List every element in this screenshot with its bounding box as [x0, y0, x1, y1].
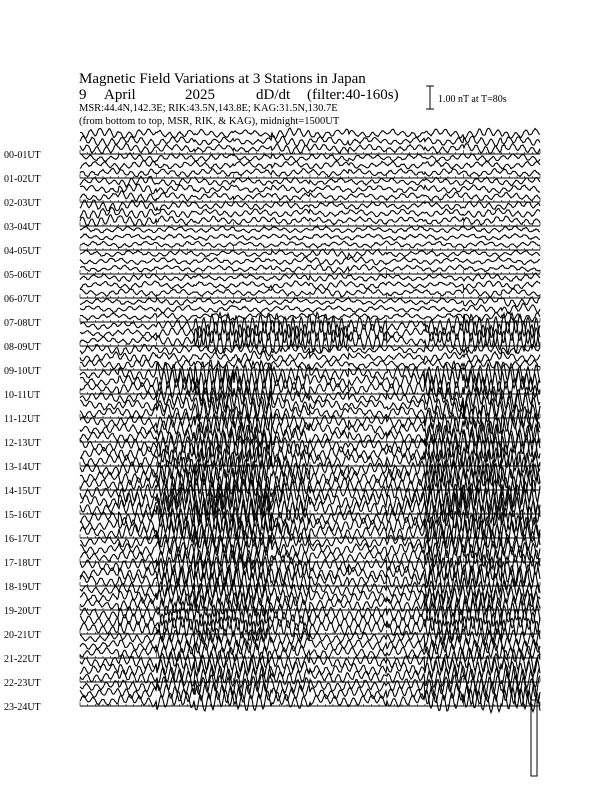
year-label: 2025 [185, 87, 215, 103]
trace-rik [80, 257, 540, 265]
row-label: 16-17UT [4, 534, 41, 545]
row-label: 14-15UT [4, 486, 41, 497]
trace-rik [80, 234, 540, 241]
row-label: 00-01UT [4, 150, 41, 161]
stations-line: MSR:44.4N,142.3E; RIK:43.5N,143.8E; KAG:31.5N,130.7E [79, 103, 338, 114]
spike-marker [531, 700, 537, 776]
row-label: 09-10UT [4, 366, 41, 377]
row-label: 13-14UT [4, 462, 41, 473]
row-label: 05-06UT [4, 270, 41, 281]
page-title: Magnetic Field Variations at 3 Stations in Japan [79, 71, 366, 87]
trace-msr [80, 241, 540, 248]
trace-rik [80, 303, 540, 313]
row-label: 23-24UT [4, 702, 41, 713]
quantity-label: dD/dt [256, 87, 291, 103]
order-line: (from bottom to top, MSR, RIK, & KAG), midnight=1500UT [79, 116, 340, 127]
trace-rik [80, 160, 540, 169]
scale-bar [426, 86, 434, 109]
row-label: 17-18UT [4, 558, 41, 569]
trace-rik [80, 136, 540, 146]
row-label: 07-08UT [4, 318, 41, 329]
row-label: 19-20UT [4, 606, 41, 617]
row-label: 22-23UT [4, 678, 41, 689]
row-label: 04-05UT [4, 246, 41, 257]
row-label: 21-22UT [4, 654, 41, 665]
trace-rik [80, 281, 540, 290]
row-label: 02-03UT [4, 198, 41, 209]
trace-rik [80, 184, 540, 194]
row-label: 15-16UT [4, 510, 41, 521]
scale-label: 1.00 nT at T=80s [438, 94, 507, 105]
row-label: 18-19UT [4, 582, 41, 593]
row-label: 11-12UT [4, 414, 41, 425]
row-label: 08-09UT [4, 342, 41, 353]
row-label: 03-04UT [4, 222, 41, 233]
month-label: April [104, 87, 136, 103]
day-label: 9 [79, 87, 87, 103]
trace-kag [80, 226, 540, 233]
filter-label: (filter:40-160s) [307, 87, 399, 103]
row-label: 12-13UT [4, 438, 41, 449]
row-label: 20-21UT [4, 630, 41, 641]
row-label: 06-07UT [4, 294, 41, 305]
row-label: 01-02UT [4, 174, 41, 185]
trace-rik [80, 208, 540, 219]
row-label: 10-11UT [4, 390, 41, 401]
